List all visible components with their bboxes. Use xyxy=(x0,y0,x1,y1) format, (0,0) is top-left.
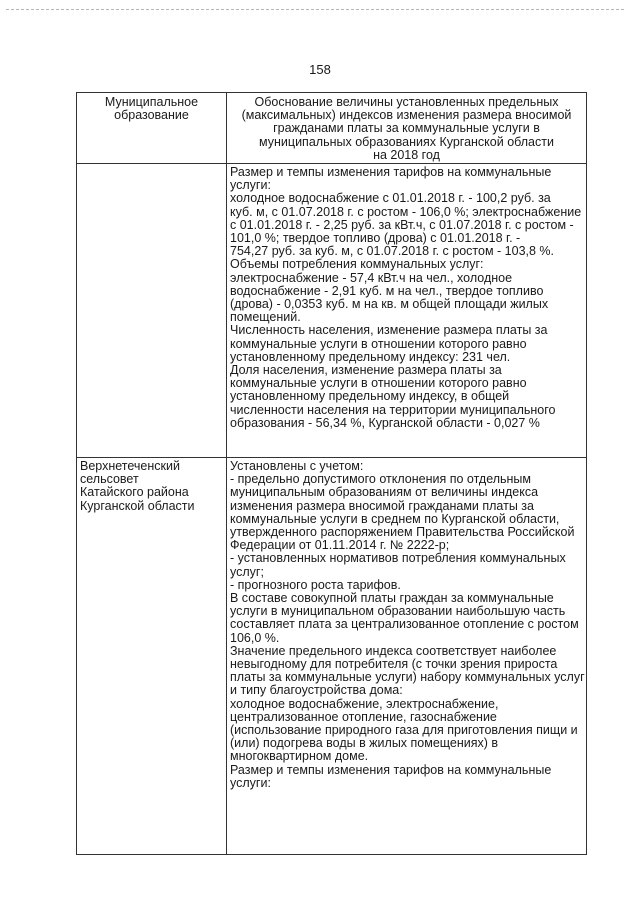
justification-line: услуги: xyxy=(230,775,271,790)
justification-line: помещений. xyxy=(230,310,301,325)
justification-line: 101,0 %; твердое топливо (дрова) с 01.01.2018 г. - xyxy=(230,231,521,246)
header-municipality-line: Муниципальное xyxy=(104,95,199,109)
justification-line: холодное водоснабжение с 01.01.2018 г. - 100,2 руб. за xyxy=(230,191,551,206)
justification-line: с 01.01.2018 г. - 2,25 руб. за кВт.ч, с 01.07.2018 г. с ростом - xyxy=(230,217,574,232)
justification-line: 754,27 руб. за куб. м, с 01.07.2018 г. с ростом - 103,8 %. xyxy=(230,244,555,259)
justification-line: услуг; xyxy=(230,564,264,579)
justification-line: (дрова) - 0,0353 куб. м на кв. м общей площади жилых xyxy=(230,297,549,312)
header-justification-cell xyxy=(227,93,587,164)
justification-line: коммунальные услуги в отношении которого равно xyxy=(230,336,527,351)
header-justification-line: муниципальных образованиях Курганской области xyxy=(259,134,554,149)
justification-line: коммунальные услуги в среднем по Курганской области, xyxy=(230,511,560,526)
header-justification-line: Обоснование величины установленных предельных xyxy=(254,95,559,109)
table-row xyxy=(77,458,587,855)
justification-line: коммунальные услуги в отношении которого равно xyxy=(230,376,527,391)
justification-cell xyxy=(227,164,587,458)
justification-line: многоквартирном доме. xyxy=(230,749,369,764)
justification-line: (или) подогрева воды в жилых помещениях) в xyxy=(230,736,499,751)
justification-line: муниципальным образованиям от величины индекса xyxy=(230,485,539,500)
justification-line: электроснабжение - 57,4 кВт.ч на чел., холодное xyxy=(230,270,513,285)
justification-line: В составе совокупной платы граждан за коммунальные xyxy=(230,591,554,606)
header-justification-line: на 2018 год xyxy=(373,147,440,162)
justification-line: платы за коммунальные услуги) набору коммунальных услуг xyxy=(230,670,585,685)
header-justification-line: гражданами платы за коммунальные услуги в xyxy=(273,121,540,136)
justification-cell xyxy=(227,458,587,855)
justification-line: установленному предельному индексу, в общей xyxy=(230,389,510,404)
justification-line: централизованное отопление, газоснабжение xyxy=(230,709,497,724)
justification-line: Размер и темпы изменения тарифов на коммунальные xyxy=(230,165,552,180)
justification-line: невыгодному для потребителя (с точки зрения прироста xyxy=(230,657,558,672)
top-border-line xyxy=(6,9,624,10)
justification-line: Размер и темпы изменения тарифов на коммунальные xyxy=(230,762,552,777)
justification-line: изменения размера вносимой гражданами платы за xyxy=(230,498,534,513)
page-number: 158 xyxy=(309,62,331,77)
table-row xyxy=(77,164,587,458)
justification-line: Объемы потребления коммунальных услуг: xyxy=(230,257,484,272)
justification-line: численности населения на территории муниципального xyxy=(230,402,556,417)
header-municipality-line: образование xyxy=(114,108,189,123)
justification-line: водоснабжение - 2,91 куб. м на чел., твердое топливо xyxy=(230,283,544,298)
justification-line: Установлены с учетом: xyxy=(230,459,364,474)
table-header-row xyxy=(77,93,587,164)
justification-line: (использование природного газа для приготовления пищи и xyxy=(230,723,578,738)
justification-line: услуги: xyxy=(230,178,271,193)
justification-line: Значение предельного индекса соответствует наиболее xyxy=(230,643,557,658)
header-justification-line: (максимальных) индексов изменения размера вносимой xyxy=(241,108,572,123)
justification-line: Численность населения, изменение размера платы за xyxy=(230,323,548,338)
justification-line: холодное водоснабжение, электроснабжение, xyxy=(230,696,499,711)
tariff-justification-table xyxy=(76,92,587,855)
justification-line: составляет плата за централизованное отопление с ростом xyxy=(230,617,579,632)
justification-line: и типу благоустройства дома: xyxy=(230,683,403,698)
justification-line: услуги в муниципальном образовании наибольшую часть xyxy=(230,604,566,619)
justification-line: Доля населения, изменение размера платы за xyxy=(230,363,502,378)
municipality-cell xyxy=(77,164,227,458)
justification-line: Федерации от 01.11.2014 г. № 2222-р; xyxy=(230,538,450,553)
justification-line: - прогнозного роста тарифов. xyxy=(230,577,401,592)
justification-line: установленному предельному индексу: 231 чел. xyxy=(230,349,511,364)
justification-line: 106,0 %. xyxy=(230,630,280,645)
justification-line: образования - 56,34 %, Курганской области - 0,027 % xyxy=(230,415,540,430)
justification-line: куб. м, с 01.07.2018 г. с ростом - 106,0 %; электроснабжение xyxy=(230,204,582,219)
municipality-line: сельсовет xyxy=(80,472,139,487)
municipality-line: Катайского района xyxy=(80,485,189,500)
header-municipality-cell xyxy=(77,93,227,164)
municipality-line: Курганской области xyxy=(80,498,195,513)
justification-line: - предельно допустимого отклонения по отдельным xyxy=(230,472,532,487)
municipality-line: Верхнетеченский xyxy=(80,459,180,474)
justification-line: - установленных нормативов потребления коммунальных xyxy=(230,551,566,566)
justification-line: утвержденного распоряжением Правительства Российской xyxy=(230,525,575,540)
municipality-cell xyxy=(77,458,227,855)
